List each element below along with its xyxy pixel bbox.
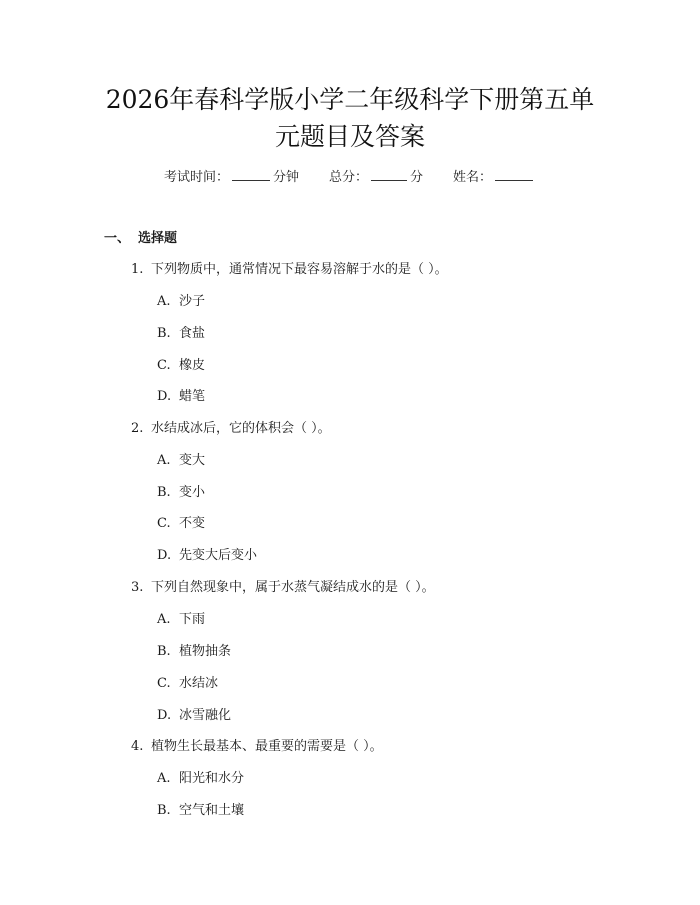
- option-text: 植物抽条: [179, 644, 232, 659]
- option-key: B.: [157, 644, 171, 659]
- option-key: A.: [157, 612, 171, 627]
- option-3b: [157, 643, 231, 661]
- page-title-line-1: 2026年春科学版小学二年级科学下册第五单: [105, 85, 595, 114]
- option-key: A.: [157, 453, 171, 468]
- exam-score-blank: [371, 167, 407, 181]
- option-key: B.: [157, 485, 171, 500]
- option-key: D.: [157, 389, 172, 404]
- option-key: A.: [157, 294, 171, 309]
- exam-meta: [0, 167, 700, 188]
- option-3c: [157, 675, 218, 693]
- section-title: 选择题: [138, 231, 178, 246]
- option-2a: [157, 452, 205, 470]
- question-number: 2.: [131, 421, 144, 436]
- option-1b: [157, 325, 205, 343]
- option-text: 冰雪融化: [179, 708, 232, 723]
- question-text: 植物生长最基本、最重要的需要是（ ）。: [151, 739, 383, 754]
- option-key: D.: [157, 708, 172, 723]
- option-key: C.: [157, 676, 171, 691]
- exam-score-unit: 分: [410, 170, 424, 185]
- exam-name: [453, 167, 536, 188]
- exam-time-blank: [232, 167, 270, 181]
- option-text: 阳光和水分: [179, 771, 245, 786]
- exam-name-blank: [495, 167, 533, 181]
- exam-time-label: 考试时间：: [163, 170, 229, 185]
- option-key: C.: [157, 358, 171, 373]
- exam-name-label: 姓名：: [453, 170, 493, 185]
- option-text: 橡皮: [179, 358, 206, 373]
- question-text: 水结成冰后，它的体积会（ ）。: [151, 421, 331, 436]
- question-number: 1.: [131, 262, 144, 277]
- question-text: 下列自然现象中，属于水蒸气凝结成水的是（ ）。: [151, 580, 435, 595]
- question-number: 4.: [131, 739, 144, 754]
- option-3a: [157, 611, 205, 629]
- option-text: 先变大后变小: [179, 548, 258, 563]
- section-number: 一、: [104, 231, 131, 246]
- option-2d: [157, 547, 257, 565]
- option-3d: [157, 707, 231, 725]
- option-1d: [157, 388, 205, 406]
- option-key: B.: [157, 326, 171, 341]
- question-1: [131, 261, 448, 279]
- exam-score: [329, 167, 423, 188]
- question-4: [131, 738, 383, 756]
- question-text: 下列物质中，通常情况下最容易溶解于水的是（ ）。: [151, 262, 448, 277]
- option-2b: [157, 484, 205, 502]
- question-number: 3.: [131, 580, 144, 595]
- option-4b: [157, 802, 244, 820]
- option-2c: [157, 515, 205, 533]
- option-text: 不变: [179, 516, 206, 531]
- option-key: B.: [157, 803, 171, 818]
- exam-time: [164, 167, 299, 188]
- option-1a: [157, 293, 205, 311]
- option-text: 空气和土壤: [179, 803, 245, 818]
- option-text: 变大: [179, 453, 206, 468]
- option-text: 变小: [179, 485, 206, 500]
- page-title-line-2: 元题目及答案: [274, 122, 425, 151]
- question-2: [131, 420, 331, 438]
- option-text: 下雨: [179, 612, 206, 627]
- option-1c: [157, 357, 205, 375]
- option-key: A.: [157, 771, 171, 786]
- exam-time-unit: 分钟: [272, 170, 299, 185]
- option-text: 沙子: [179, 294, 206, 309]
- option-text: 食盐: [179, 326, 206, 341]
- section-heading: [104, 230, 177, 248]
- option-text: 水结冰: [179, 676, 219, 691]
- option-text: 蜡笔: [179, 389, 206, 404]
- option-key: D.: [157, 548, 172, 563]
- option-key: C.: [157, 516, 171, 531]
- option-4a: [157, 770, 244, 788]
- question-3: [131, 579, 435, 597]
- exam-score-label: 总分：: [328, 170, 368, 185]
